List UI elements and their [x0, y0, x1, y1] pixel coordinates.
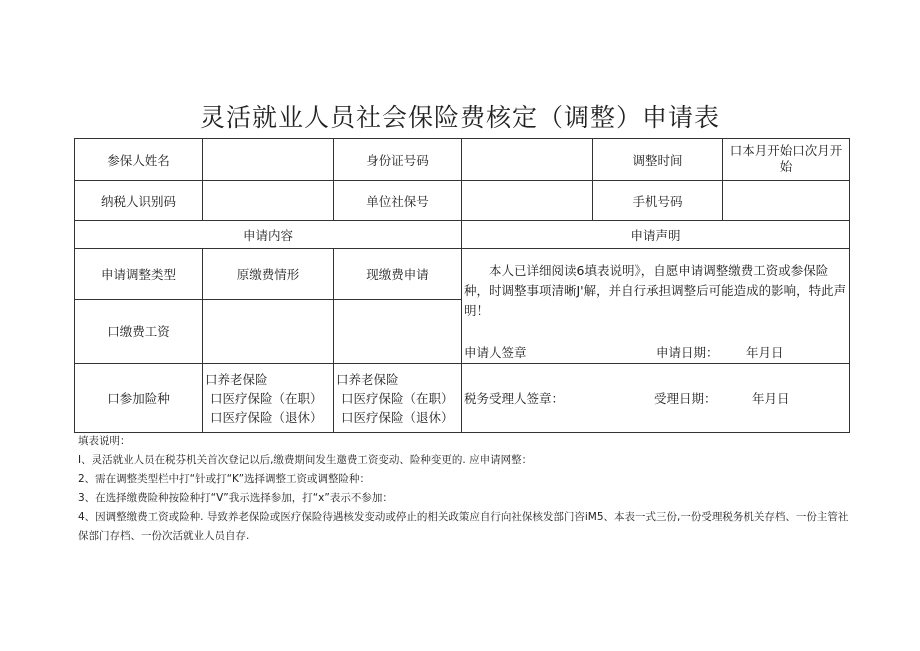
taxpayer-id-label: 纳税人识别码 [75, 181, 203, 221]
declaration-cell [462, 249, 850, 364]
application-content-header: 申请内容 [75, 221, 462, 249]
unit-social-security-field[interactable] [462, 181, 593, 221]
accept-date-label: 受理日期： [654, 391, 717, 406]
instruction-item: 3、在选择缴费险种按险种打“V”我示选择参加，打“x”表示不参加： [78, 492, 393, 504]
current-insurance-options [334, 364, 462, 433]
current-payment-label: 现缴费申请 [334, 249, 462, 300]
instructions-heading: 填表说明： [78, 435, 131, 447]
instruction-item: I、灵活就业人员在税芬机关首次登记以后,缴费期间发生邀费工资变动、险种变更的. 应申请网整： [78, 454, 533, 466]
name-field[interactable] [203, 139, 334, 181]
apply-date-label: 申请日期： [656, 345, 719, 360]
original-insurance-options [203, 364, 334, 433]
adjust-time-label: 调整时间 [593, 139, 723, 181]
current-medical-retired-option[interactable]: 口医疗保险（退休） [341, 409, 454, 425]
apply-ymd: 年月日 [746, 345, 784, 360]
tax-acceptance-cell [462, 364, 850, 433]
original-pension-option[interactable]: 口养老保险 [205, 371, 268, 387]
application-declaration-header: 申请声明 [462, 221, 850, 249]
declaration-text: 本人已详细阅读6填表说明》，自愿申请调整缴费工资或参保险种，时调整事项清晰J'解，并自行承担调整后可能造成的影响，特此声明！ [464, 263, 847, 318]
wage-checkbox-label[interactable]: 口缴费工资 [75, 299, 203, 364]
adjust-time-options[interactable]: 口本月开始口次月开始 [723, 139, 850, 181]
phone-field[interactable] [723, 181, 850, 221]
taxpayer-id-field[interactable] [203, 181, 334, 221]
original-wage-field[interactable] [203, 299, 334, 364]
current-medical-employed-option[interactable]: 口医疗保险（在职） [341, 390, 454, 406]
handler-sign-label: 税务受理人签章： [464, 391, 565, 406]
application-form-table [74, 138, 850, 433]
id-number-label: 身份证号码 [334, 139, 462, 181]
current-wage-field[interactable] [334, 299, 462, 364]
unit-social-security-label: 单位社保号 [334, 181, 462, 221]
adjust-type-label: 申请调整类型 [75, 249, 203, 300]
original-medical-employed-option[interactable]: 口医疗保险（在职） [210, 390, 323, 406]
insurance-checkbox-label[interactable]: 口参加险种 [75, 364, 203, 433]
name-label: 参保人姓名 [75, 139, 203, 181]
original-payment-label: 原缴费情形 [203, 249, 334, 300]
phone-label: 手机号码 [593, 181, 723, 221]
instruction-item: 2、需在调整类型栏中打“针或打“K”选择调整工资或调整险种： [78, 473, 371, 485]
current-pension-option[interactable]: 口养老保险 [336, 371, 399, 387]
instructions [78, 432, 853, 546]
instruction-item: 4、因调整缴费工资或险种. 导致养老保险或医疗保险待遇核发变动或停止的相关政策应自行向社保核发部门咨iM5、本表一式三份,一份受理税务机关存档、一份主管社保部门存档、一份次活就业人员自存. [78, 511, 849, 542]
applicant-sign-label: 申请人签章 [464, 345, 527, 360]
accept-ymd: 年月日 [752, 391, 790, 406]
id-number-field[interactable] [462, 139, 593, 181]
original-medical-retired-option[interactable]: 口医疗保险（退休） [210, 409, 323, 425]
form-title: 灵活就业人员社会保险费核定（调整）申请表 [199, 103, 720, 132]
